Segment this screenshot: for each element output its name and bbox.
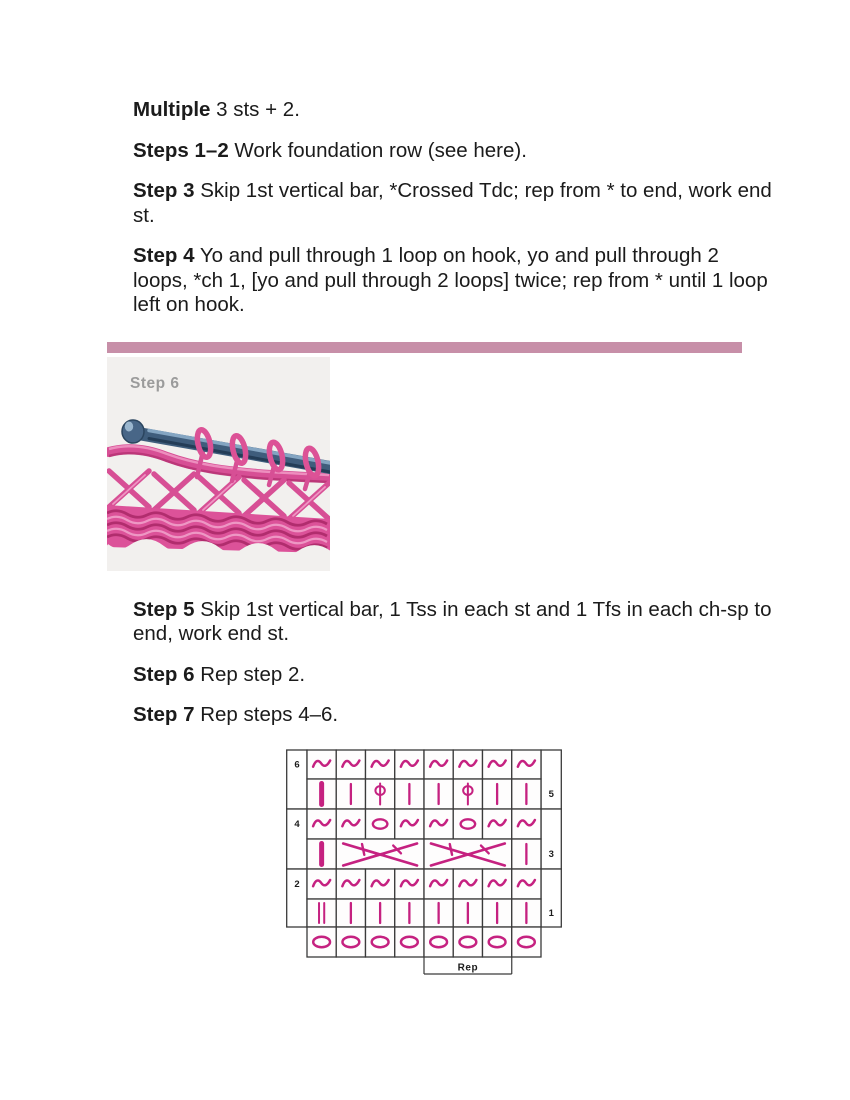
stitch-chart	[286, 749, 562, 977]
chart-row-number: 3	[548, 848, 554, 860]
step-text: Work foundation row (see here).	[228, 138, 527, 162]
step-text: Yo and pull through 1 loop on hook, yo and pull through 2 loops, *ch 1, [yo and pull through 2 loops] twice; rep from * until 1 loop left on hook.	[133, 244, 768, 316]
crochet-photo-illustration	[107, 357, 330, 571]
step-label: Step 4	[133, 244, 195, 267]
photo-caption-label: Step 6	[130, 374, 180, 392]
instruction-paragraph	[133, 139, 778, 164]
hook-knob	[122, 420, 144, 443]
step-text: Rep step 2.	[194, 662, 306, 686]
step-text: Rep steps 4–6.	[194, 703, 339, 726]
chart-cell	[366, 927, 395, 957]
step-text: 3 sts + 2.	[210, 98, 300, 121]
chart-cell	[453, 809, 482, 839]
page-content	[107, 98, 778, 977]
step-label: Steps 1–2	[133, 138, 229, 162]
chart-cell	[395, 927, 424, 957]
step-text: Skip 1st vertical bar, 1 Tss in each st and 1 Tfs in each ch-sp to end, work end st.	[133, 597, 772, 645]
chart-right-label-cell	[541, 750, 561, 809]
step-label: Step 7	[133, 703, 195, 726]
chart-row-number: 4	[294, 818, 300, 830]
instruction-paragraph	[133, 598, 778, 647]
instruction-paragraph	[133, 703, 778, 728]
instruction-paragraph	[133, 244, 778, 318]
chart-cell	[483, 927, 512, 957]
chart-row-number: 6	[294, 759, 300, 770]
chart-row-number: 5	[548, 788, 554, 800]
step-label: Multiple	[133, 98, 211, 121]
step-label: Step 5	[133, 597, 195, 621]
hook-knob-highlight	[125, 421, 133, 431]
chart-cell	[453, 927, 482, 957]
section-divider-bar	[107, 342, 742, 353]
chart-right-label-cell	[541, 809, 561, 869]
instruction-paragraph	[133, 663, 778, 688]
chart-row-number: 1	[548, 907, 554, 919]
chart-cell	[366, 809, 395, 839]
chart-left-label-cell	[287, 809, 307, 869]
chart-row-number: 2	[294, 878, 300, 890]
step-label: Step 6	[133, 662, 195, 686]
step-photo-figure	[107, 357, 330, 571]
chart-cell	[512, 927, 541, 957]
chart-cell	[336, 927, 365, 957]
chart-cell	[424, 927, 453, 957]
rep-label: Rep	[457, 962, 479, 973]
step-label: Step 3	[133, 179, 195, 202]
chart-left-label-cell	[287, 869, 307, 927]
step-text: Skip 1st vertical bar, *Crossed Tdc; rep from * to end, work end st.	[133, 179, 772, 227]
instruction-paragraph	[133, 179, 778, 228]
chart-cell	[307, 899, 336, 927]
chart-cell	[307, 927, 336, 957]
instruction-paragraph	[133, 98, 778, 123]
stitch-chart-svg	[286, 749, 562, 977]
